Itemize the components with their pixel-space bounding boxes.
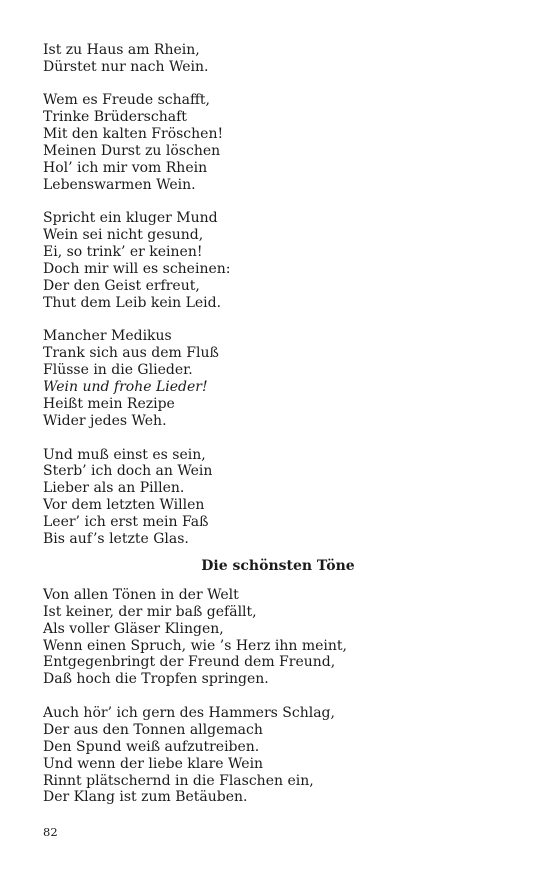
verse-line: Ei, so trink’ er keinen! — [43, 244, 203, 261]
poem-title: Die schönsten Töne — [201, 557, 355, 574]
verse-line: Flüsse in die Glieder. — [43, 362, 193, 379]
stanza — [43, 587, 513, 688]
stanza — [43, 92, 513, 193]
verse-line: Bis auf’s letzte Glas. — [43, 531, 189, 548]
verse-line: Der aus den Tonnen allgemach — [43, 721, 263, 738]
verse-line: Trinke Brüderschaft — [43, 109, 187, 126]
verse-line: Heißt mein Rezipe — [43, 396, 175, 413]
verse-line: Auch hör’ ich gern des Hammers Schlag, — [43, 704, 335, 721]
verse-line: Leer’ ich erst mein Faß — [43, 514, 209, 531]
verse-line: Hol’ ich mir vom Rhein — [43, 160, 208, 177]
verse-line: Ist keiner, der mir baß gefällt, — [43, 603, 257, 620]
verse-line: Mit den kalten Fröschen! — [43, 126, 224, 143]
verse-line: Vor dem letzten Willen — [43, 497, 205, 514]
verse-line: Lebenswarmen Wein. — [43, 176, 196, 193]
verse-line: Lieber als an Pillen. — [43, 480, 185, 497]
verse-line: Wenn einen Spruch, wie ’s Herz ihn meint, — [43, 637, 347, 654]
verse-line: Wider jedes Weh. — [43, 413, 167, 429]
verse-line: Meinen Durst zu löschen — [43, 143, 221, 160]
verse-line: Ist zu Haus am Rhein, — [43, 42, 200, 58]
verse-line: Von allen Tönen in der Welt — [43, 586, 239, 603]
verse-line: Den Spund weiß aufzutreiben. — [43, 738, 260, 755]
verse-line: Entgegenbringt der Freund dem Freund, — [43, 654, 336, 671]
verse-line: Mancher Medikus — [43, 328, 172, 345]
verse-line-italic: Wein und frohe Lieder! — [43, 379, 208, 396]
verse-line: Der Klang ist zum Betäuben. — [43, 789, 248, 806]
stanza — [43, 42, 513, 76]
verse-line: Dürstet nur nach Wein. — [43, 58, 209, 75]
verse-line: Daß hoch die Tropfen springen. — [43, 671, 269, 688]
verse-line: Trank sich aus dem Fluß — [43, 345, 219, 362]
verse-line: Rinnt plätschernd in die Flaschen ein, — [43, 772, 314, 789]
stanza — [43, 328, 513, 429]
poem-page — [43, 42, 513, 806]
verse-line: Doch mir will es scheinen: — [43, 261, 231, 278]
stanza — [43, 705, 513, 806]
verse-line: Wem es Freude schafft, — [43, 92, 210, 109]
verse-line: Und muß einst es sein, — [43, 446, 206, 463]
verse-line: Als voller Gläser Klingen, — [43, 620, 224, 637]
page-number: 82 — [43, 825, 58, 839]
verse-line: Wein sei nicht gesund, — [43, 227, 204, 244]
stanza — [43, 447, 513, 548]
stanza — [43, 210, 513, 311]
verse-line: Thut dem Leib kein Leid. — [43, 294, 222, 311]
verse-line: Und wenn der liebe klare Wein — [43, 755, 264, 772]
verse-line: Der den Geist erfreut, — [43, 278, 200, 295]
verse-line: Spricht ein kluger Mund — [43, 210, 218, 227]
verse-line: Sterb’ ich doch an Wein — [43, 463, 213, 480]
